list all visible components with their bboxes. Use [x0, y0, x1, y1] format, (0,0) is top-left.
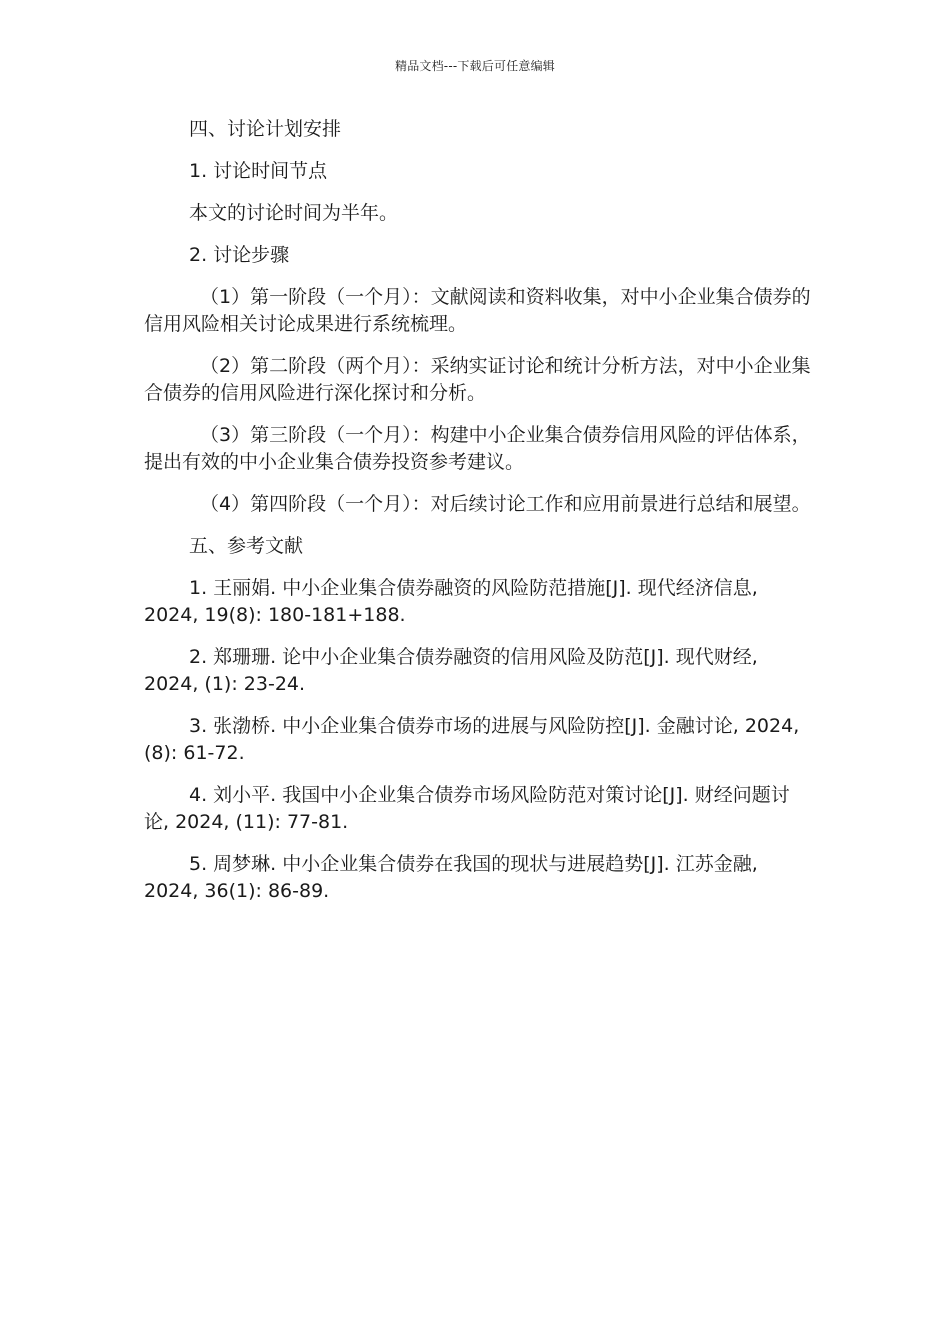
subsection-1-text: 本文的讨论时间为半年。: [189, 202, 399, 224]
page-header: 精品文档---下载后可任意编辑: [395, 59, 555, 73]
reference-item: 5. 周梦琳. 中小企业集合债券在我国的现状与进展趋势[J]. 江苏金融, 2024, 36(1): 86-89.: [144, 853, 758, 902]
step-paragraph: （4）第四阶段（一个月）：对后续讨论工作和应用前景进行总结和展望。: [200, 493, 811, 515]
reference-item: 1. 王丽娟. 中小企业集合债券融资的风险防范措施[J]. 现代经济信息, 2024, 19(8): 180-181+188.: [144, 577, 758, 626]
subsection-2-heading: 2. 讨论步骤: [189, 244, 290, 266]
step-paragraph: （3）第三阶段（一个月）：构建中小企业集合债券信用风险的评估体系，提出有效的中小企业集合债券投资参考建议。: [144, 424, 811, 473]
section-5-heading: 五、参考文献: [189, 535, 304, 557]
reference-item: 3. 张渤桥. 中小企业集合债券市场的进展与风险防控[J]. 金融讨论, 2024, (8): 61-72.: [144, 715, 800, 764]
reference-item: 4. 刘小平. 我国中小企业集合债券市场风险防范对策讨论[J]. 财经问题讨论, 2024, (11): 77-81.: [144, 784, 790, 833]
reference-item: 2. 郑珊珊. 论中小企业集合债券融资的信用风险及防范[J]. 现代财经, 2024, (1): 23-24.: [144, 646, 758, 695]
step-paragraph: （1）第一阶段（一个月）：文献阅读和资料收集，对中小企业集合债券的信用风险相关讨论成果进行系统梳理。: [144, 286, 811, 335]
step-paragraph: （2）第二阶段（两个月）：采纳实证讨论和统计分析方法，对中小企业集合债券的信用风险进行深化探讨和分析。: [144, 355, 811, 404]
document-body: [144, 116, 814, 920]
section-4-heading: 四、讨论计划安排: [189, 118, 342, 140]
subsection-1-heading: 1. 讨论时间节点: [189, 160, 328, 182]
